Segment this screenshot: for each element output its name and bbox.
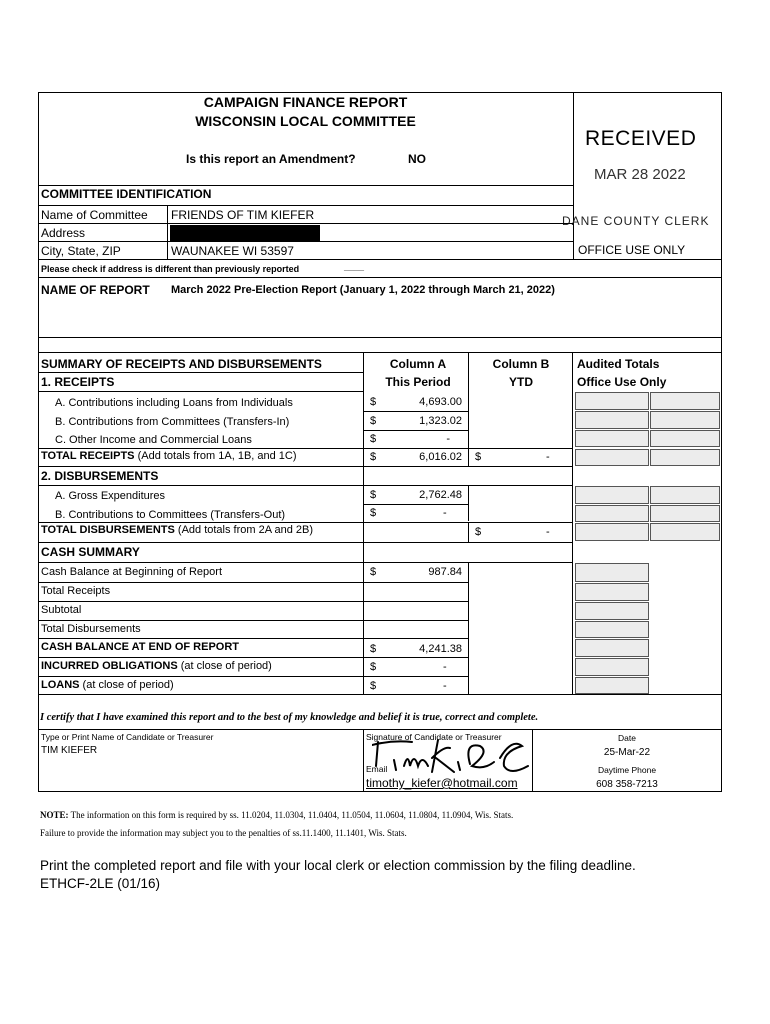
cash-beginning-label: Cash Balance at Beginning of Report bbox=[41, 566, 223, 578]
office-use-label: OFFICE USE ONLY bbox=[578, 243, 686, 257]
form-title: CAMPAIGN FINANCE REPORT bbox=[203, 94, 408, 110]
cash-beginning-value: 987.84 bbox=[428, 566, 462, 578]
office-divider bbox=[573, 92, 574, 260]
dollar-sign: $ bbox=[370, 451, 377, 463]
redacted-address bbox=[170, 225, 320, 241]
certification-statement: I certify that I have examined this report and to the best of my knowledge and belief it is true, correct and complete. bbox=[40, 712, 539, 723]
address-check-note: Please check if address is different than previously reported bbox=[41, 264, 300, 274]
disbursements-a-label: A. Gross Expenditures bbox=[55, 490, 166, 502]
column-b-sub: YTD bbox=[509, 375, 533, 389]
date-label: Date bbox=[618, 733, 636, 743]
signature-image bbox=[372, 736, 532, 778]
clerk-stamp: DANE COUNTY CLERK bbox=[562, 214, 710, 228]
receipts-c-value: - bbox=[446, 433, 450, 445]
total-disbursements-ytd: - bbox=[546, 526, 550, 538]
dollar-sign: $ bbox=[370, 415, 377, 427]
cash-end-value: 4,241.38 bbox=[419, 643, 462, 655]
audited-totals-label: Audited Totals bbox=[577, 357, 660, 371]
disbursements-b-label: B. Contributions to Committees (Transfers-Out) bbox=[55, 509, 286, 521]
filing-instruction: Print the completed report and file with your local clerk or election commission by the filing deadline. bbox=[40, 858, 636, 873]
city-value: WAUNAKEE WI 53597 bbox=[171, 244, 294, 258]
amendment-answer: NO bbox=[408, 152, 426, 166]
dollar-sign: $ bbox=[370, 396, 377, 408]
column-a-label: Column A bbox=[389, 357, 447, 371]
loans-value: - bbox=[443, 680, 447, 692]
dollar-sign: $ bbox=[370, 661, 377, 673]
cash-summary-heading: CASH SUMMARY bbox=[41, 545, 140, 559]
receipts-heading: 1. RECEIPTS bbox=[41, 375, 115, 389]
dollar-sign: $ bbox=[370, 566, 377, 578]
cash-total-disbursements-label: Total Disbursements bbox=[41, 623, 141, 635]
committee-section-title: COMMITTEE IDENTIFICATION bbox=[41, 187, 212, 201]
receipts-b-value: 1,323.02 bbox=[419, 415, 462, 427]
note-penalties: Failure to provide the information may subject you to the penalties of ss.11.1400, 11.1401, Wis. Stats. bbox=[40, 828, 407, 838]
report-name-label: NAME OF REPORT bbox=[41, 283, 150, 297]
email-value: timothy_kiefer@hotmail.com bbox=[366, 776, 518, 790]
receipts-a-label: A. Contributions including Loans from Individuals bbox=[55, 397, 293, 409]
total-receipts-label: TOTAL RECEIPTS (Add totals from 1A, 1B, and 1C) bbox=[41, 450, 297, 462]
total-receipts-ytd: - bbox=[546, 451, 550, 463]
form-subtitle: WISCONSIN LOCAL COMMITTEE bbox=[195, 113, 416, 129]
dollar-sign: $ bbox=[370, 680, 377, 692]
cash-subtotal-label: Subtotal bbox=[41, 604, 82, 616]
receipts-a-value: 4,693.00 bbox=[419, 396, 462, 408]
disbursements-a-value: 2,762.48 bbox=[419, 489, 462, 501]
receipts-c-label: C. Other Income and Commercial Loans bbox=[55, 434, 252, 446]
dollar-sign: $ bbox=[370, 433, 377, 445]
date-value: 25-Mar-22 bbox=[603, 747, 651, 758]
committee-name-label: Name of Committee bbox=[41, 208, 148, 222]
amendment-question: Is this report an Amendment? bbox=[186, 152, 356, 166]
address-check-blank: ____ bbox=[344, 262, 365, 272]
form-id: ETHCF-2LE (01/16) bbox=[40, 876, 161, 891]
column-b-label: Column B bbox=[492, 357, 550, 371]
address-label: Address bbox=[41, 226, 86, 240]
print-name-label: Type or Print Name of Candidate or Treasurer bbox=[41, 732, 214, 742]
receipts-b-label: B. Contributions from Committees (Transfers-In) bbox=[55, 416, 290, 428]
loans-label: LOANS (at close of period) bbox=[41, 679, 174, 691]
dollar-sign: $ bbox=[370, 489, 377, 501]
report-name-value: March 2022 Pre-Election Report (January 1, 2022 through March 21, 2022) bbox=[171, 284, 555, 296]
summary-title: SUMMARY OF RECEIPTS AND DISBURSEMENTS bbox=[41, 357, 322, 371]
cash-total-receipts-label: Total Receipts bbox=[41, 585, 111, 597]
dollar-sign: $ bbox=[370, 507, 377, 519]
dollar-sign: $ bbox=[475, 526, 482, 538]
received-stamp: RECEIVED bbox=[585, 127, 697, 150]
incurred-obligations-label: INCURRED OBLIGATIONS (at close of period) bbox=[41, 660, 272, 672]
disbursements-heading: 2. DISBURSEMENTS bbox=[41, 469, 159, 483]
incurred-obligations-value: - bbox=[443, 661, 447, 673]
treasurer-name: TIM KIEFER bbox=[41, 745, 98, 756]
total-receipts-value: 6,016.02 bbox=[419, 451, 462, 463]
disbursements-b-value: - bbox=[443, 507, 447, 519]
phone-label: Daytime Phone bbox=[597, 765, 657, 775]
dollar-sign: $ bbox=[370, 643, 377, 655]
received-date: MAR 28 2022 bbox=[594, 166, 686, 183]
email-label: Email bbox=[366, 764, 388, 774]
signature-label: Signature of Candidate or Treasurer bbox=[366, 732, 502, 742]
phone-value: 608 358-7213 bbox=[596, 779, 658, 790]
dollar-sign: $ bbox=[475, 451, 482, 463]
total-disbursements-label: TOTAL DISBURSEMENTS (Add totals from 2A and 2B) bbox=[41, 524, 314, 536]
committee-name-value: FRIENDS OF TIM KIEFER bbox=[171, 208, 315, 222]
city-label: City, State, ZIP bbox=[41, 244, 121, 258]
cash-end-label: CASH BALANCE AT END OF REPORT bbox=[41, 641, 239, 653]
office-use-only-label: Office Use Only bbox=[577, 375, 667, 389]
column-a-sub: This Period bbox=[385, 375, 451, 389]
note-statutes: NOTE: The information on this form is required by ss. 11.0204, 11.0304, 11.0404, 11.0504, 11.0604, 11.0804, 11.0904, Wis. Stats. bbox=[40, 810, 514, 820]
